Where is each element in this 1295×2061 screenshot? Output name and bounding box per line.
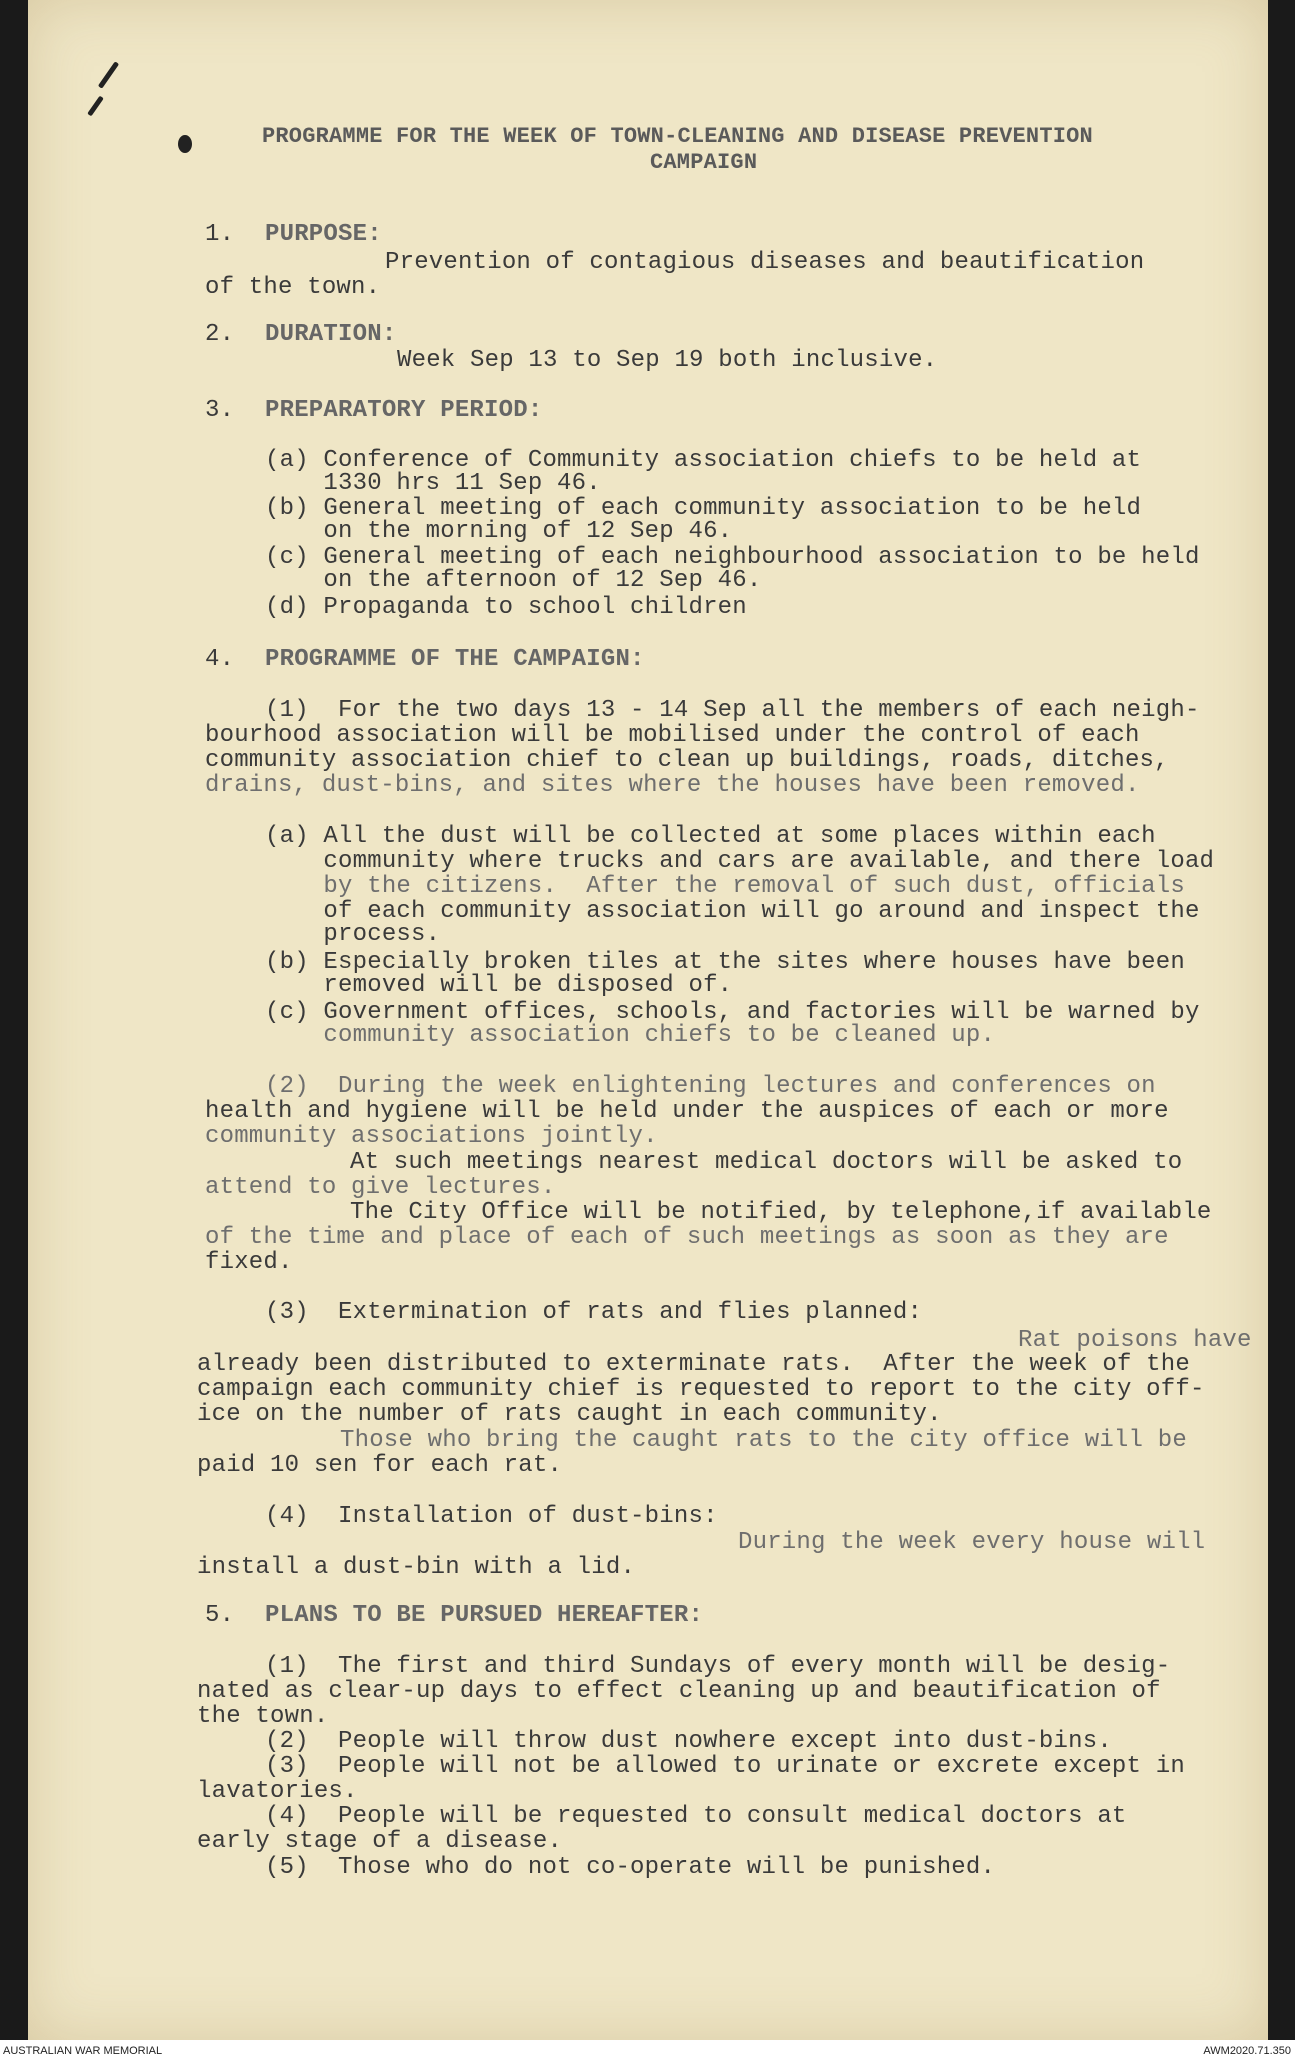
paragraph-line: campaign each community chief is requested to report to the city off-	[197, 1376, 1205, 1403]
paragraph-line: of the town.	[205, 274, 381, 301]
section-heading: PLANS TO BE PURSUED HEREAFTER:	[265, 1602, 704, 1629]
footer-accession-number: AWM2020.71.350	[1203, 2045, 1291, 2057]
list-item: (d) Propaganda to school children	[265, 594, 747, 621]
paragraph-line: The City Office will be notified, by telephone,if available	[350, 1199, 1212, 1226]
paragraph-line: drains, dust-bins, and sites where the houses have been removed.	[205, 772, 1140, 799]
ink-mark	[87, 96, 104, 117]
paragraph-line: early stage of a disease.	[197, 1828, 563, 1855]
paragraph-line: (5) Those who do not co-operate will be punished.	[265, 1854, 996, 1881]
list-item: 1330 hrs 11 Sep 46.	[265, 470, 601, 497]
list-item: (a) All the dust will be collected at some places within each	[265, 823, 1156, 850]
paragraph-line: fixed.	[205, 1249, 293, 1276]
list-item: of each community association will go around and inspect the	[265, 898, 1200, 925]
section-number: 3.	[205, 397, 235, 424]
paragraph-line: During the week every house will	[738, 1529, 1206, 1556]
paragraph-line: (2) People will throw dust nowhere except into dust-bins.	[265, 1728, 1112, 1755]
paragraph-line: (1) The first and third Sundays of every month will be desig-	[265, 1653, 1171, 1680]
ink-blot	[178, 135, 192, 153]
paragraph-line: community association chief to clean up buildings, roads, ditches,	[205, 747, 1169, 774]
paragraph-line: Rat poisons have	[1018, 1327, 1252, 1354]
paragraph-line: Prevention of contagious diseases and beautification	[385, 249, 1145, 276]
list-item: (c) General meeting of each neighbourhood association to be held	[265, 544, 1200, 571]
list-item: (a) Conference of Community association chiefs to be held at	[265, 447, 1142, 474]
section-heading: PREPARATORY PERIOD:	[265, 397, 543, 424]
paragraph-line: attend to give lectures.	[205, 1174, 556, 1201]
section-heading: DURATION:	[265, 321, 397, 348]
section-number: 2.	[205, 321, 235, 348]
paragraph-line: lavatories.	[197, 1778, 358, 1805]
paragraph-line: Week Sep 13 to Sep 19 both inclusive.	[397, 347, 938, 374]
paragraph-line: the town.	[197, 1703, 329, 1730]
document-title-line2: CAMPAIGN	[650, 150, 758, 175]
list-item: on the afternoon of 12 Sep 46.	[265, 567, 762, 594]
paragraph-line: (1) For the two days 13 - 14 Sep all the members of each neigh-	[265, 697, 1200, 724]
paragraph-line: paid 10 sen for each rat.	[197, 1452, 563, 1479]
paragraph-line: (2) During the week enlightening lectures and conferences on	[265, 1073, 1156, 1100]
paragraph-line: ice on the number of rats caught in each community.	[197, 1401, 942, 1428]
paragraph-line: community associations jointly.	[205, 1123, 658, 1150]
paragraph-line: (4) People will be requested to consult medical doctors at	[265, 1803, 1127, 1830]
section-heading: PROGRAMME OF THE CAMPAIGN:	[265, 646, 645, 673]
paragraph-line: (3) Extermination of rats and flies planned:	[265, 1299, 923, 1326]
paragraph-line: Those who bring the caught rats to the city office will be	[340, 1427, 1187, 1454]
paragraph-line: nated as clear-up days to effect cleaning up and beautification of	[197, 1678, 1161, 1705]
paragraph-line: of the time and place of each of such meetings as soon as they are	[205, 1224, 1169, 1251]
list-item: (b) General meeting of each community association to be held	[265, 495, 1142, 522]
section-number: 4.	[205, 646, 235, 673]
list-item: (c) Government offices, schools, and factories will be warned by	[265, 999, 1200, 1026]
list-item: community association chiefs to be cleaned up.	[265, 1022, 996, 1049]
paragraph-line: already been distributed to exterminate rats. After the week of the	[197, 1351, 1190, 1378]
list-item: community where trucks and cars are available, and there load	[265, 848, 1215, 875]
document-title: PROGRAMME FOR THE WEEK OF TOWN-CLEANING AND DISEASE PREVENTION	[262, 124, 1093, 149]
footer-institution: AUSTRALIAN WAR MEMORIAL	[3, 2045, 163, 2057]
section-number: 5.	[205, 1602, 235, 1629]
list-item: by the citizens. After the removal of such dust, officials	[265, 873, 1185, 900]
paragraph-line: bourhood association will be mobilised under the control of each	[205, 722, 1140, 749]
paragraph-line: health and hygiene will be held under the auspices of each or more	[205, 1098, 1169, 1125]
list-item: (b) Especially broken tiles at the sites where houses have been	[265, 949, 1185, 976]
archive-footer	[0, 2040, 1295, 2061]
list-item: on the morning of 12 Sep 46.	[265, 518, 733, 545]
section-number: 1.	[205, 221, 235, 248]
paragraph-line: (3) People will not be allowed to urinate or excrete except in	[265, 1753, 1185, 1780]
paragraph-line: (4) Installation of dust-bins:	[265, 1503, 718, 1530]
list-item: removed will be disposed of.	[265, 972, 733, 999]
list-item: process.	[265, 921, 441, 948]
ink-mark	[98, 61, 119, 88]
paragraph-line: At such meetings nearest medical doctors will be asked to	[350, 1149, 1183, 1176]
paragraph-line: install a dust-bin with a lid.	[197, 1554, 636, 1581]
section-heading: PURPOSE:	[265, 221, 382, 248]
